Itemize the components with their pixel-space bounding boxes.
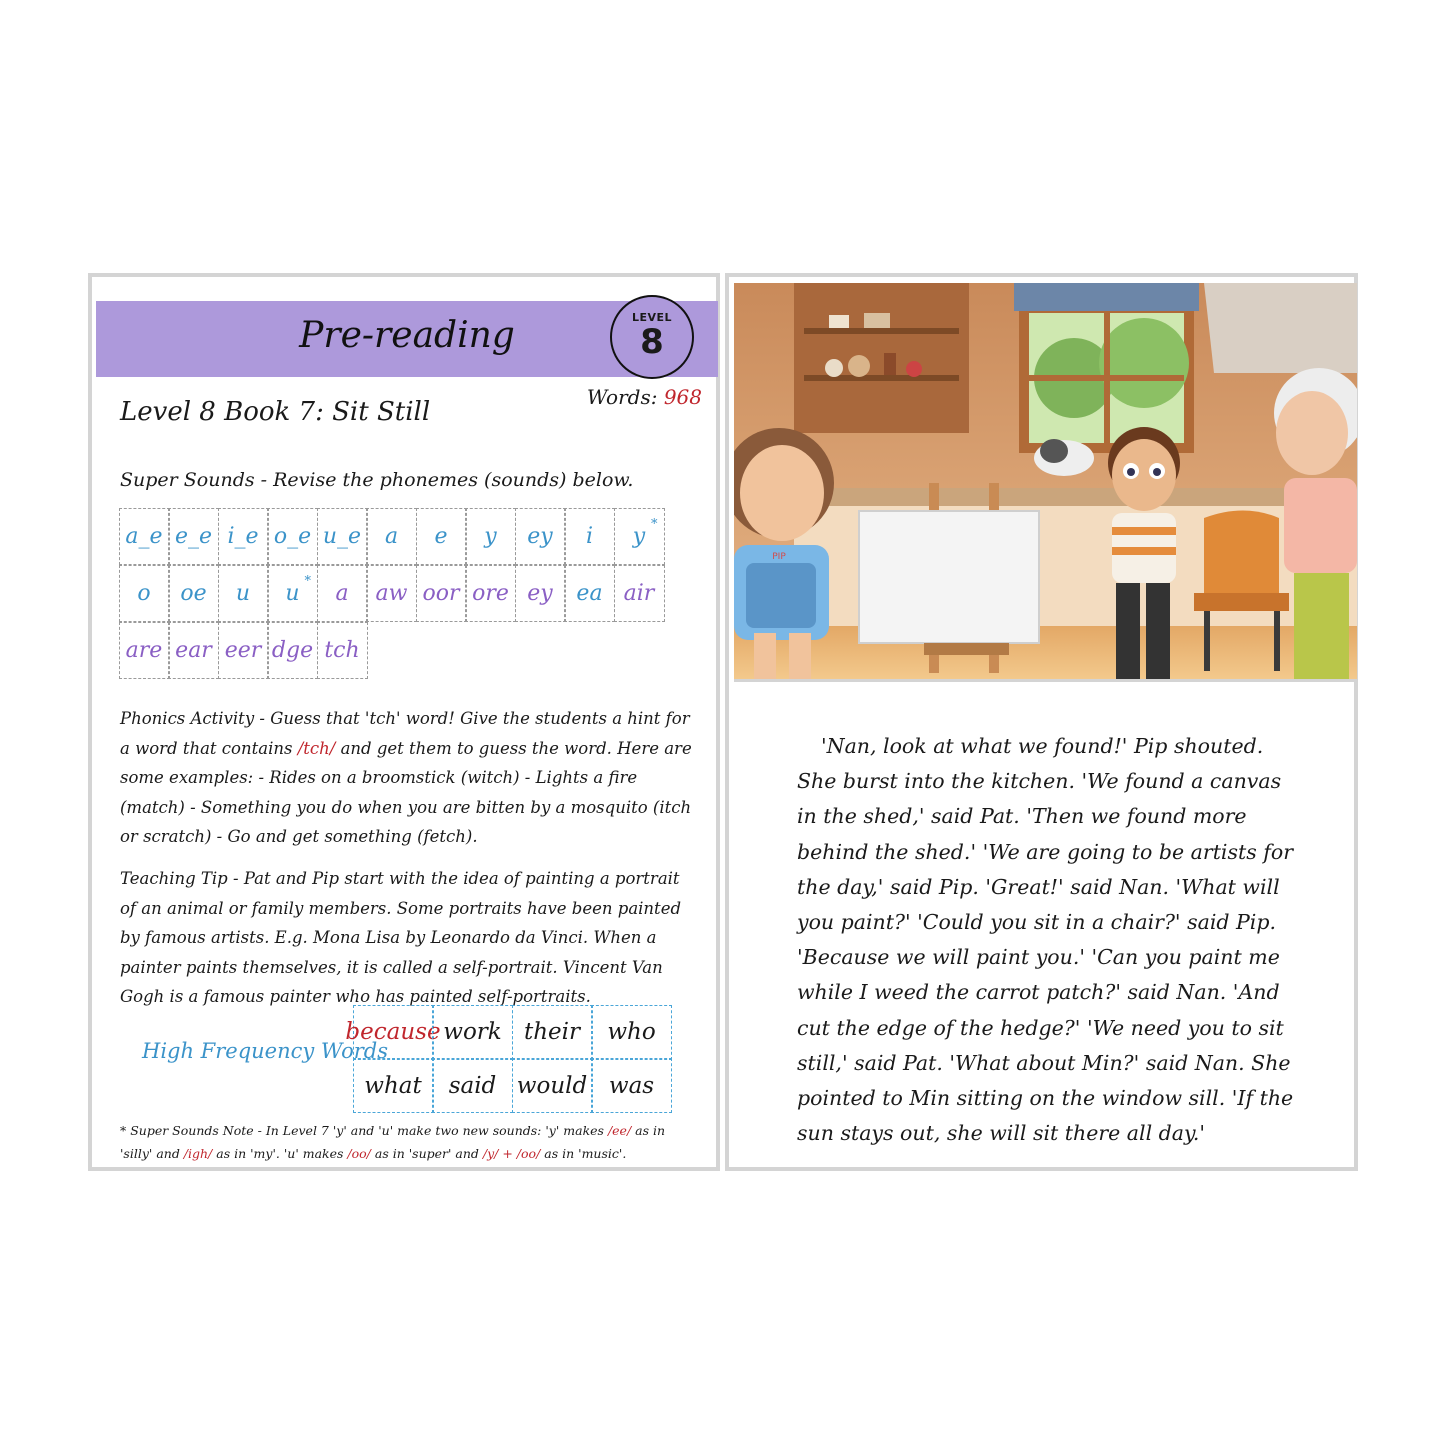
- note-text: as in 'music'.: [540, 1146, 627, 1161]
- sound-cell: [267, 508, 318, 565]
- hf-row: [354, 1060, 672, 1114]
- phonics-activity: [120, 704, 692, 852]
- sound-row: [120, 566, 665, 623]
- sound-text: i: [585, 523, 594, 549]
- sound-text: y: [484, 523, 497, 549]
- sound-cell: [168, 508, 219, 565]
- sound-text: air: [623, 580, 655, 606]
- sound-cell: [267, 565, 318, 622]
- sound-cell: [465, 565, 516, 622]
- phonics-text-2: and get them to guess the word. Here are some examples: - Rides on a broomstick (witch) - Lights a fire (match) - Something you do when you are bitten by a mosquito (itch or scratch) - Go and get something (fetch).: [120, 738, 692, 846]
- sound-text: o_e: [273, 523, 312, 549]
- hf-word: because: [353, 1005, 434, 1060]
- sound-text: tch: [324, 637, 360, 663]
- sound-row: [120, 623, 665, 680]
- note-phoneme: /y/ + /oo/: [482, 1146, 541, 1161]
- sound-text: u_e: [322, 523, 362, 549]
- sound-cell: [119, 565, 170, 622]
- sound-cell: [465, 508, 516, 565]
- word-count-value: 968: [663, 385, 702, 409]
- hf-word: said: [432, 1058, 513, 1113]
- sound-text: e_e: [174, 523, 213, 549]
- super-sounds-grid: [120, 509, 665, 680]
- sound-cell: [267, 622, 318, 679]
- sound-cell: [416, 565, 467, 622]
- sound-cell: [614, 565, 665, 622]
- note-text: as in 'my'. 'u' makes: [212, 1146, 348, 1161]
- sound-cell: [515, 565, 566, 622]
- note-phoneme: /igh/: [183, 1146, 213, 1161]
- sound-text: a_e: [125, 523, 163, 549]
- sound-text: a: [384, 523, 399, 549]
- sound-text: e: [434, 523, 448, 549]
- sound-text: y: [632, 523, 646, 549]
- sound-text: eer: [224, 637, 262, 663]
- sound-text: a: [335, 580, 349, 606]
- sound-cell: [564, 565, 615, 622]
- sound-text: o: [137, 580, 151, 606]
- sound-cell: [168, 622, 219, 679]
- hf-row: [345, 1006, 672, 1060]
- sound-star: *: [304, 573, 311, 589]
- hf-word: their: [512, 1005, 593, 1060]
- story-text: 'Nan, look at what we found!' Pip shouted. She burst into the kitchen. 'We found a canvas in the shed,' said Pat. 'Then we found more behind the shed.' 'We are going to be artists for the day,' said Pip. 'Great!' said Nan. 'What will you paint?' 'Could you sit in a chair?' said Pip. 'Because we will paint you.' 'Can you paint me while I weed the carrot patch?' said Nan. 'And cut the edge of the hedge?' 'We need you to sit still,' said Pat. 'What about Min?' said Nan. She pointed to Min sitting on the window sill. 'If the sun stays out, she will sit there all day.': [797, 734, 1294, 1146]
- sound-star: *: [651, 516, 658, 532]
- sound-text: are: [125, 637, 163, 663]
- note-text: as in 'silly' and: [120, 1123, 666, 1161]
- super-sounds-intro: Super Sounds - Revise the phonemes (sounds) below.: [120, 469, 634, 491]
- sound-row: [120, 509, 665, 566]
- word-count-label: Words:: [586, 385, 658, 409]
- high-frequency-grid: [345, 1006, 672, 1113]
- high-frequency-label: High Frequency Words: [142, 1039, 388, 1063]
- sound-text: u: [235, 580, 251, 606]
- sound-cell: [317, 565, 368, 622]
- super-sounds-note: [120, 1119, 700, 1165]
- sound-text: ear: [175, 637, 212, 663]
- right-page: [725, 273, 1358, 1171]
- page-title: Pre-reading: [299, 315, 515, 356]
- sound-cell: [218, 565, 269, 622]
- sound-text: oor: [422, 580, 460, 606]
- note-phoneme: /ee/: [607, 1123, 632, 1138]
- word-count: [587, 385, 702, 409]
- sound-cell: [366, 565, 417, 622]
- note-phoneme: /oo/: [347, 1146, 371, 1161]
- shirt-label: PIP: [772, 552, 786, 562]
- book-title: Level 8 Book 7: Sit Still: [120, 397, 431, 427]
- sound-cell: [119, 622, 170, 679]
- level-number: 8: [640, 322, 664, 362]
- hf-word: work: [432, 1005, 513, 1060]
- sound-text: oe: [180, 580, 207, 606]
- sound-cell: [218, 622, 269, 679]
- hf-word: who: [591, 1005, 672, 1060]
- phonics-text-1: Phonics Activity - Guess that 'tch' word! Give the students a hint for a word that contains: [120, 709, 690, 758]
- sound-cell: [168, 565, 219, 622]
- sound-cell: [218, 508, 269, 565]
- sound-text: ey: [527, 580, 553, 606]
- note-text: as in 'super' and: [370, 1146, 483, 1161]
- sound-text: ey: [527, 523, 553, 549]
- sound-text: ore: [472, 580, 509, 606]
- sound-text: dge: [271, 637, 314, 663]
- sound-text: ea: [576, 580, 603, 606]
- sound-cell: [564, 508, 615, 565]
- sound-cell: [317, 508, 368, 565]
- level-label: LEVEL: [631, 311, 673, 324]
- sound-cell: [317, 622, 368, 679]
- note-text: * Super Sounds Note - In Level 7 'y' and 'u' make two new sounds: 'y' makes: [120, 1123, 608, 1138]
- sound-cell: [614, 508, 665, 565]
- hf-word: what: [353, 1058, 434, 1113]
- left-page: [88, 273, 720, 1171]
- sound-text: aw: [375, 580, 408, 606]
- sound-cell: [416, 508, 467, 565]
- kitchen-scene: [734, 283, 1357, 679]
- phonics-highlight: /tch/: [297, 738, 336, 758]
- sound-cell: [366, 508, 417, 565]
- teaching-tip: Teaching Tip - Pat and Pip start with the idea of painting a portrait of an animal or family members. Some portraits have been painted by famous artists. E.g. Mona Lisa by Leonardo da Vinci. When a painter paints themselves, it is called a self-portrait. Vincent Van Gogh is a famous painter who has painted self-portraits.: [120, 869, 682, 1006]
- sound-text: u: [285, 580, 300, 606]
- sound-cell: [515, 508, 566, 565]
- kitchen-illustration: [734, 283, 1357, 682]
- sound-text: i_e: [227, 523, 259, 549]
- hf-word: would: [512, 1058, 593, 1113]
- level-badge: [610, 295, 694, 379]
- sound-cell: [119, 508, 170, 565]
- hf-word: was: [591, 1058, 672, 1113]
